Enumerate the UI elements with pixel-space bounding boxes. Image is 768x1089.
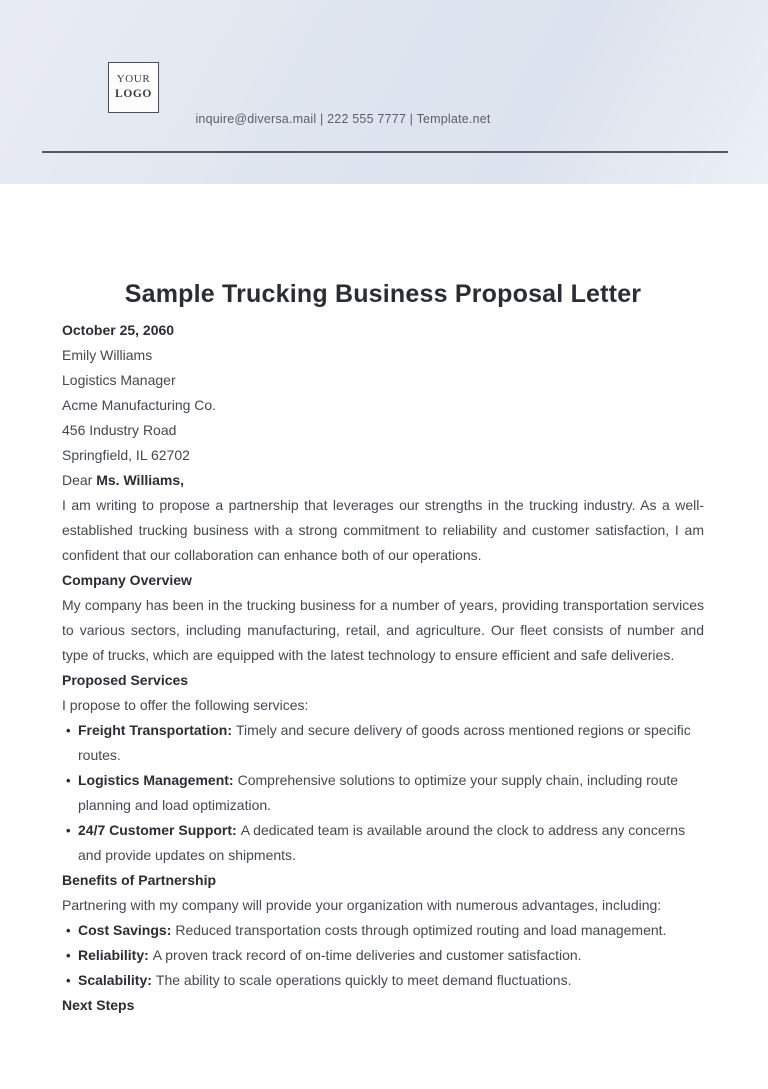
service-item — [62, 718, 704, 768]
bullet-icon — [62, 918, 78, 943]
service-item — [62, 818, 704, 868]
section-heading-next-steps: Next Steps — [62, 997, 135, 1013]
section-heading-proposed-services: Proposed Services — [62, 672, 189, 688]
benefits-lead: Partnering with my company will provide your organization with numerous advantages, including: — [62, 897, 662, 913]
benefit-text: The ability to scale operations quickly to meet demand fluctuations. — [155, 972, 572, 988]
company-overview-paragraph: My company has been in the trucking business for a number of years, providing transportation services to various sectors, including manufacturing, retail, and agriculture. Our fleet consists of number and type of trucks, which are equipped with the latest technology to ensure efficient and safe deliveries. — [62, 597, 704, 663]
letter-title: Sample Trucking Business Proposal Letter — [124, 280, 642, 308]
logo — [108, 62, 159, 113]
salutation-line — [62, 468, 704, 493]
intro-paragraph: I am writing to propose a partnership that leverages our strengths in the trucking industry. As a well-established trucking business with a strong commitment to reliability and customer satisfaction, I am confident that our collaboration can enhance both of our operations. — [62, 497, 704, 563]
section-heading-benefits: Benefits of Partnership — [62, 872, 217, 888]
recipient-city: Springfield, IL 62702 — [62, 447, 190, 463]
header-divider — [42, 151, 728, 153]
salutation-name: Ms. Williams, — [96, 472, 185, 488]
service-text: A dedicated team is available around the clock to address any concerns and provide updates on shipments. — [78, 822, 686, 863]
service-item — [62, 768, 704, 818]
service-text: Timely and secure delivery of goods across mentioned regions or specific routes. — [78, 722, 691, 763]
benefit-item — [62, 943, 704, 968]
letter-body — [0, 278, 768, 1018]
benefit-text: A proven track record of on-time deliveries and customer satisfaction. — [152, 947, 582, 963]
bullet-icon — [62, 818, 78, 868]
bullet-icon — [62, 943, 78, 968]
letterhead — [0, 0, 768, 184]
logo-text-logo: LOGO — [115, 88, 152, 101]
benefit-item — [62, 918, 704, 943]
logo-text-your: YOUR — [116, 73, 151, 86]
salutation-prefix: Dear — [62, 472, 97, 488]
proposed-services-lead: I propose to offer the following services: — [62, 697, 309, 713]
bullet-icon — [62, 718, 78, 768]
benefit-label: Scalability: — [78, 972, 152, 988]
recipient-role: Logistics Manager — [62, 372, 176, 388]
contact-line: inquire@diversa.mail | 222 555 7777 | Template.net — [195, 112, 491, 126]
date-line: October 25, 2060 — [62, 322, 175, 338]
recipient-name: Emily Williams — [62, 347, 153, 363]
service-label: Logistics Management: — [78, 772, 234, 788]
bullet-icon — [62, 768, 78, 818]
benefit-label: Cost Savings: — [78, 922, 172, 938]
service-label: 24/7 Customer Support: — [78, 822, 237, 838]
benefit-label: Reliability: — [78, 947, 149, 963]
benefit-text: Reduced transportation costs through optimized routing and load management. — [175, 922, 667, 938]
recipient-street: 456 Industry Road — [62, 422, 177, 438]
recipient-company: Acme Manufacturing Co. — [62, 397, 217, 413]
bullet-icon — [62, 968, 78, 993]
service-text: Comprehensive solutions to optimize your supply chain, including route planning and load optimization. — [78, 772, 679, 813]
benefit-item — [62, 968, 704, 993]
section-heading-company-overview: Company Overview — [62, 572, 192, 588]
service-label: Freight Transportation: — [78, 722, 232, 738]
